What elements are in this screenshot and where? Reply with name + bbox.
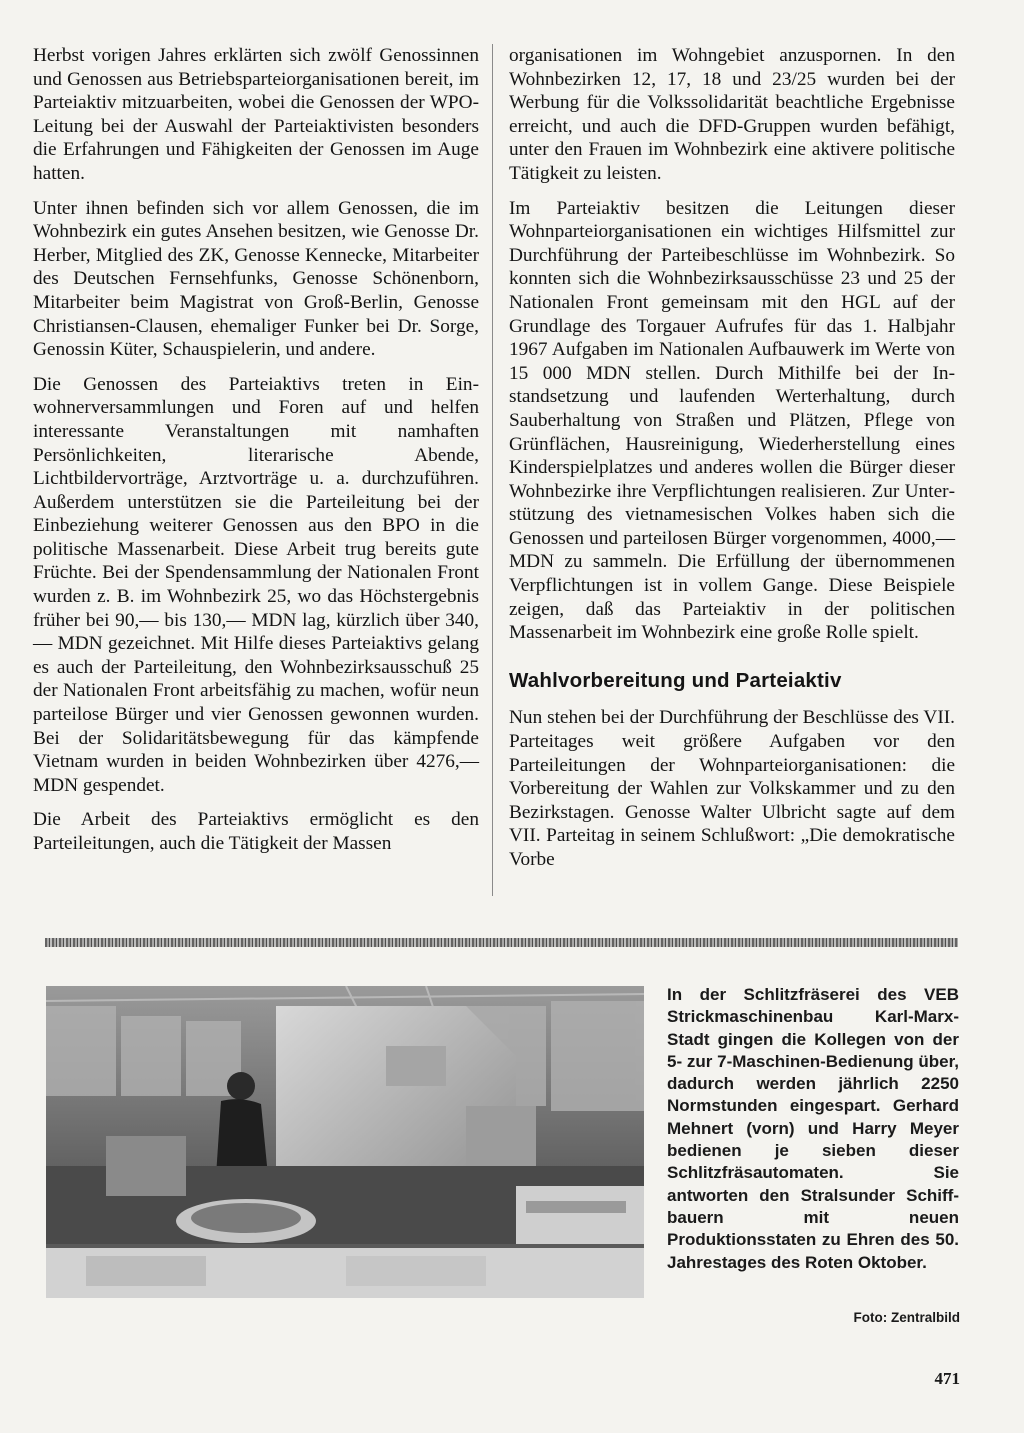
column-divider <box>492 44 493 896</box>
paragraph-6: Im Parteiaktiv besitzen die Leitungen dieser Wohnparteiorganisationen ein wichtiges Hilfsmittel zur Durchführung der Parteibeschlüsse im Wohnbezirk. So konnten sich die Wohnbezirksausschüsse 23 und 25 der Nationalen Front gemeinsam mit den HGL auf der Grundlage des Torgauer Aufrufes für das 1. Halbjahr 1967 Aufgaben im Nationalen Aufbauwerk im Werte von 15 000 MDN stellen. Durch Mithilfe bei der Instandsetzung und laufenden Werterhaltung, durch Sauberhaltung von Straßen und Plätzen, Pflege von Grünflächen, Hausreinigung, Wiederherstellung eines Kinderspielplatzes und anderes wollen die Bürger dieser Wohnbezirke ihre Verpflichtungen realisieren. Zur Unterstützung des vietnamesischen Volkes haben sich die Genossen und parteilosen Bürger vorgenommen, 4000,— MDN zu sammeln. Die Erfüllung der übernommenen Verpflichtungen ist in vollem Gange. Diese Beispiele zeigen, daß das Parteiaktiv in der politischen Massenarbeit im Wohnbezirk eine große Rolle spielt. <box>509 197 955 644</box>
paragraph-7: Nun stehen bei der Durchführung der Beschlüsse des VII. Parteitages weit größere Aufgaben vor den Parteileitungen der Wohnparteiorganisationen: die Vorbereitung der Wahlen zur Volkskammer und zu den Bezirkstagen. Genosse Walter Ulbricht sagte auf dem VII. Parteitag in seinem Schlußwort: „Die demokratische Vorbe <box>509 707 955 870</box>
factory-photo <box>46 986 644 1298</box>
photo-credit: Foto: Zentralbild <box>853 1310 960 1325</box>
right-column <box>509 44 955 883</box>
paragraph-1: Herbst vorigen Jahres erklärten sich zwölf Genossinnen und Genossen aus Betriebsparteiorganisationen bereit, im Parteiaktiv mitzuarbeiten, wobei die Genossen der WPO-Leitung bei der Auswahl der Parteiaktivisten besonders die Erfahrungen und Fähigkeiten der Genossen im Auge hatten. <box>33 45 479 184</box>
paragraph-2: Unter ihnen befinden sich vor allem Genossen, die im Wohnbezirk ein gutes Ansehen besitzen, wie Genosse Dr. Herber, Mitglied des ZK, Genosse Kennecke, Mitarbeiter des Deutschen Fernsehfunks, Genosse Schönenborn, Mitarbeiter beim Magistrat von Groß-Berlin, Genosse Christiansen-Clausen, ehemaliger Funker bei Dr. Sorge, Genossin Küter, Schauspielerin, und andere. <box>33 197 479 361</box>
separator-band <box>45 938 958 947</box>
photo-caption: In der Schlitzfräserei des VEB Strickmaschinenbau Karl-Marx-Stadt gingen die Kollegen von der 5- zur 7-Maschinen-Bedienung über, dadurch werden jährlich 2250 Normstunden eingespart. Gerhard Mehnert (vorn) und Harry Meyer bedienen je sieben dieser Schlitzfräsautomaten. Sie antworten den Stralsunder Schiffbauern mit neuen Produktionsstaten zu Ehren des 50. Jahrestages des Roten Oktober. <box>667 985 959 1272</box>
paragraph-5: organisationen im Wohngebiet anzuspornen. In den Wohnbezirken 12, 17, 18 und 23/25 wurden bei der Werbung für die Volkssolidarität beachtliche Ergebnisse erreicht, und auch die DFD-Gruppen wurden befähigt, unter den Frauen im Wohnbezirk eine aktivere politische Tätigkeit zu leisten. <box>509 45 955 184</box>
section-heading: Wahlvorbereitung und Parteiaktiv <box>509 668 842 692</box>
paragraph-3: Die Genossen des Parteiaktivs treten in Einwohnerversammlungen und Foren auf und helfen interessante Veranstaltungen mit namhaften Persönlichkeiten, literarische Abende, Lichtbildervorträge, Arztvorträge u. a. durchzuführen. Außerdem unterstützen sie die Parteileitung bei der Einbeziehung weiterer Genossen aus den BPO in die politische Massenarbeit. Diese Arbeit trug bereits gute Früchte. Bei der Spendensammlung der Nationalen Front wurden z. B. im Wohnbezirk 25, wo das Höchstergebnis früher bei 90,— bis 130,— MDN lag, kürzlich über 340,— MDN gezeichnet. Mit Hilfe dieses Parteiaktivs gelang es auch der Parteileitung, den Wohnbezirksausschuß 25 der Nationalen Front arbeitsfähig zu machen, wofür neun parteilose Bürger und vier Genossen gewonnen wurden. Bei der Solidaritätsbewegung für das kämpfende Vietnam wurden in beiden Wohnbezirken über 4276,— MDN gespendet. <box>33 373 479 796</box>
page-number: 471 <box>934 1369 960 1388</box>
paragraph-4: Die Arbeit des Parteiaktivs ermöglicht es den Parteileitungen, auch die Tätigkeit der Massen <box>33 809 479 854</box>
factory-photo-illustration <box>46 986 644 1298</box>
left-column <box>33 44 479 867</box>
